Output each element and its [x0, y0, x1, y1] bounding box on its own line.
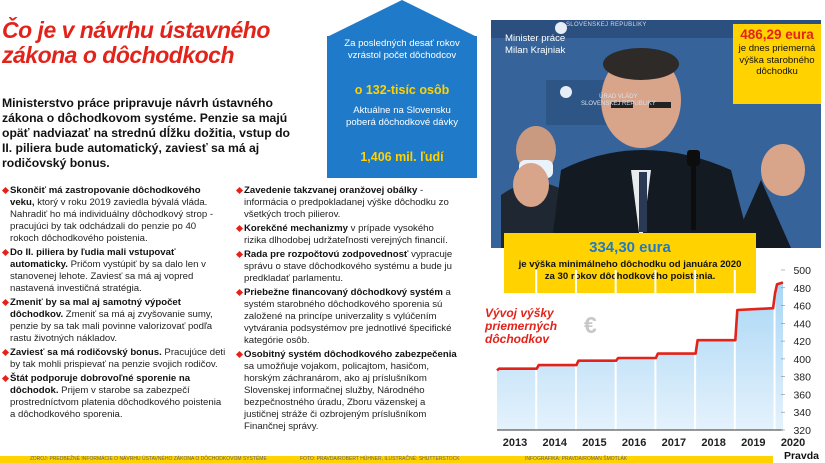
chart-x-tick-label: 2020: [780, 437, 806, 449]
chart-title: Vývoj výšky priemerných dôchodkov: [485, 306, 558, 346]
chart-y-tick-label: 380: [793, 371, 811, 384]
minimum-pension-value: 334,30 eura: [589, 239, 671, 256]
sign-line-1: ÚRAD VLÁDY: [599, 94, 638, 100]
bullet-column-right: [236, 185, 458, 435]
photo-sign-text: [581, 94, 656, 108]
chart-y-tick-label: 500: [793, 265, 811, 277]
pravda-logo: Pravda: [783, 450, 819, 462]
chart-y-tick-label: 400: [793, 353, 811, 366]
bullet-item: [236, 249, 458, 285]
photo-banner-text: SLOVENSKEJ REPUBLIKY: [566, 22, 647, 28]
chart-y-tick-label: 460: [793, 300, 811, 313]
pensioners-growth-value: o 132-tisíc osôb: [354, 83, 450, 97]
bullet-bold: Korekčné mechanizmy: [244, 223, 348, 234]
pensioners-arrow-callout: [327, 0, 477, 178]
caption-line-2: Milan Krajniak: [505, 45, 566, 56]
bullet-item: [2, 185, 227, 245]
bullet-item: [236, 349, 458, 433]
average-pension-box: [733, 24, 821, 104]
headline-line-1: Čo je v návrhu ústavného: [2, 17, 270, 43]
minimum-pension-text: je výška minimálneho dôchodku od januára 2020 za 30 rokov dôchodkového poistenia.: [518, 259, 742, 282]
bullet-bold: Štát podporuje dobrovoľné sporenie na dôchodok.: [10, 373, 191, 396]
footer-source-3: INFOGRAFIKA: PRAVDA/ROMAN ŠMOTLÁK: [525, 456, 628, 462]
bullet-text: sa umožňuje vojakom, policajtom, hasičom, horským záchranárom, ako aj príslušníkom Slovenskej informačnej služby, Národného bezpečnostného úradu, Zboru väzenskej a justičnej stráže či ozbrojeným príslušníkom Finančnej správy.: [244, 361, 430, 432]
chart-x-tick-label: 2014: [542, 437, 567, 449]
recipients-text: Aktuálne na Slovensku poberá dôchodkové dávky: [345, 105, 458, 128]
chart-y-tick-label: 340: [793, 407, 811, 420]
bullet-text: Zmeniť sa má aj zvyšovanie sumy, penzie by sa tak mali povinne valorizovať podľa rastu životných nákladov.: [10, 309, 213, 344]
bullet-item: [236, 287, 458, 347]
pension-line-chart: [480, 262, 825, 463]
caption-line-1: Minister práce: [505, 33, 566, 44]
bullet-column-left: [2, 185, 227, 423]
bullet-item: [236, 223, 458, 247]
chart-y-tick-label: 360: [793, 389, 811, 402]
bullet-bold: Zaviesť sa má rodičovský bonus.: [10, 347, 162, 358]
chart-y-tick-label: 440: [793, 318, 811, 331]
sign-line-2: SLOVENSKEJ REPUBLIKY: [581, 101, 656, 107]
photo-caption: [505, 33, 565, 57]
bullet-item: [236, 185, 458, 221]
bullet-text: v prípade vysokého rizika dlhodobej udržateľnosti verejných financií.: [244, 223, 448, 246]
footer: [0, 450, 825, 463]
headline-line-2: zákona o dôchodkoch: [2, 42, 235, 68]
chart-area-fill: [497, 282, 783, 430]
bullet-bold: Zavedenie takzvanej oranžovej obálky: [244, 185, 418, 196]
chart-x-tick-label: 2013: [502, 437, 528, 449]
chart-x-tick-label: 2018: [701, 437, 726, 449]
chart-x-tick-label: 2016: [621, 437, 647, 449]
footer-source-1: ZDROJ: PREDBEŽNÉ INFORMÁCIE O NÁVRHU ÚSTAVNÉHO ZÁKONA O DÔCHODKOVOM SYSTÉME: [30, 456, 267, 462]
bullet-item: [2, 373, 227, 421]
bullet-item: [2, 297, 227, 345]
bullet-item: [2, 347, 227, 371]
chart-y-tick-label: 480: [793, 282, 811, 295]
chart-y-tick-label: 420: [793, 336, 811, 349]
bullet-text: a systém starobného dôchodkového sporenia sú založené na princípe univerzality s vylúčením vytvárania podsystémov pre jednotlivé špecifické kategórie osôb.: [244, 287, 452, 346]
bullet-bold: Zmeniť by sa mal aj samotný výpočet dôchodkov.: [10, 297, 181, 320]
bullet-text: - informácia o predpokladanej výške dôchodku zo všetkých troch pilierov.: [244, 185, 449, 220]
chart-x-tick-label: 2017: [661, 437, 687, 449]
pensioners-growth-text: Za posledných desať rokov vzrástol počet dôchodcov: [344, 38, 460, 61]
bullet-bold: Skončiť má zastropovanie dôchodkového veku,: [10, 185, 201, 208]
average-pension-value: 486,29 eura: [740, 27, 814, 42]
bullet-bold: Osobitný systém dôchodkového zabezpečenia: [244, 349, 457, 360]
bullet-text: vypracuje správu o stave dôchodkového systému a bude ju predkladať parlamentu.: [244, 249, 453, 284]
recipients-value: 1,406 mil. ľudí: [360, 150, 444, 164]
bullet-bold: Priebežne financovaný dôchodkový systém: [244, 287, 443, 298]
bullet-item: [2, 247, 227, 295]
bullet-text: Pričom vystúpiť by sa dalo len v stanovenej lehote. Zaviesť sa má aj vopred nastavená investičná stratégia.: [10, 259, 206, 294]
lead-paragraph: Ministerstvo práce pripravuje návrh ústavného zákona o dôchodkovom systéme. Penzie sa majú opäť nadviazať na strednú dĺžku dožitia, vstup do II. piliera bude automatický, zaviesť sa má aj rodičovský bonus.: [2, 96, 290, 170]
bullet-text: Prijem v starobe sa zabezpečí prostredníctvom platenia dôchodkového poistenia a dôchodkového sporenia.: [10, 385, 222, 420]
headline: [2, 18, 302, 68]
chart-x-tick-label: 2019: [741, 437, 766, 449]
bullet-bold: Rada pre rozpočtovú zodpovednosť: [244, 249, 409, 260]
average-pension-text: je dnes priemerná výška starobného dôchodku: [738, 43, 816, 77]
bullet-text: ktorý v roku 2019 zaviedla bývalá vláda. Nahradiť ho má individuálny dôchodkový strop - pracujúci by tak odchádzali do penzie po 40 rokoch dôchodkového poistenia.: [10, 197, 214, 244]
bullet-text: Pracujúce deti by tak mohli prispievať na penzie svojich rodičov.: [10, 347, 226, 370]
chart-x-tick-label: 2015: [582, 437, 607, 449]
chart-y-tick-label: 320: [793, 425, 811, 437]
euro-icon: €: [584, 312, 597, 338]
footer-source-2: FOTO: PRAVDA/ROBERT HÜHNER, ILUSTRAČNÉ: SHUTTERSTOCK: [300, 456, 460, 462]
bullet-bold: Do II. piliera by ľudia mali vstupovať automaticky.: [10, 247, 176, 270]
